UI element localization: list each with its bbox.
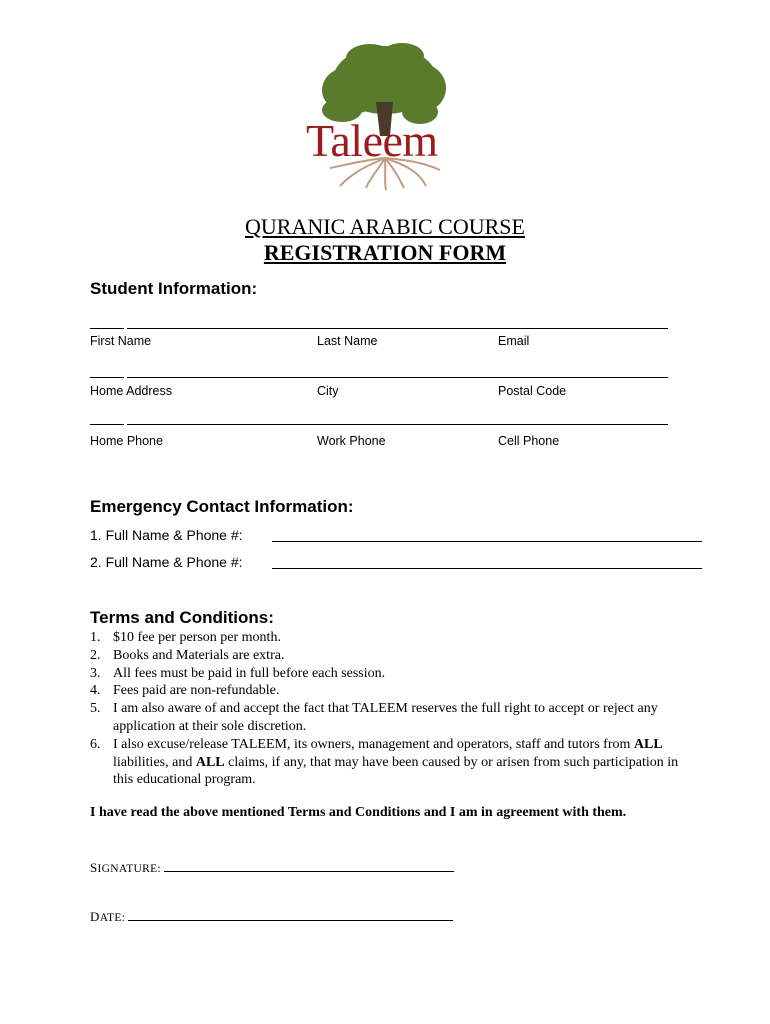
- term-item: [90, 736, 690, 789]
- terms-heading: Terms and Conditions:: [90, 608, 274, 627]
- course-title: QURANIC ARABIC COURSE: [245, 214, 525, 239]
- terms-list: [90, 629, 690, 789]
- term-text-pre: I also excuse/release TALEEM, its owners, management and operators, staff and tutors from: [113, 736, 634, 752]
- term-text: $10 fee per person per month.: [113, 630, 281, 645]
- email-label: Email: [498, 334, 530, 348]
- term-item: [90, 682, 690, 700]
- taleem-logo: [300, 40, 470, 192]
- emergency-contact-2-label: 2. Full Name & Phone #:: [90, 554, 243, 570]
- signature-label-initial: S: [90, 860, 98, 875]
- term-number: 6.: [90, 736, 101, 752]
- emergency-contact-2-field[interactable]: [272, 568, 702, 569]
- field-line[interactable]: [127, 328, 668, 329]
- term-item: [90, 647, 690, 665]
- term-number: 4.: [90, 683, 101, 699]
- field-line-short: [90, 328, 124, 329]
- term-emphasis: ALL: [633, 736, 663, 752]
- logo-wordmark: Taleem: [306, 115, 438, 166]
- term-item: [90, 665, 690, 683]
- emergency-contact-1-field[interactable]: [272, 541, 702, 542]
- last-name-label: Last Name: [317, 334, 378, 348]
- term-item: [90, 700, 690, 736]
- cell-phone-label: Cell Phone: [498, 434, 560, 448]
- field-line-short: [90, 424, 124, 425]
- term-number: 3.: [90, 665, 101, 681]
- signature-label: IGNATURE:: [97, 863, 161, 875]
- postal-code-label: Postal Code: [498, 384, 567, 398]
- city-label: City: [317, 384, 339, 398]
- term-number: 1.: [90, 630, 101, 645]
- term-emphasis: ALL: [195, 754, 225, 770]
- student-info-heading: Student Information:: [90, 279, 258, 298]
- term-text-mid: liabilities, and: [113, 754, 196, 770]
- date-label: ATE:: [99, 912, 126, 924]
- emergency-contact-1-label: 1. Full Name & Phone #:: [90, 527, 243, 543]
- emergency-contact-heading: Emergency Contact Information:: [90, 497, 354, 516]
- field-line[interactable]: [127, 424, 668, 425]
- term-number: 2.: [90, 647, 101, 663]
- term-text-post: claims, if any, that may have been caused by or arisen from such participation in this educational program.: [113, 754, 679, 788]
- first-name-label: First Name: [90, 334, 152, 348]
- home-phone-label: Home Phone: [90, 434, 163, 448]
- signature-row: [90, 860, 454, 876]
- term-text: Books and Materials are extra.: [113, 647, 285, 663]
- term-text: I am also aware of and accept the fact that TALEEM reserves the full right to accept or reject any application at their sole discretion.: [113, 701, 658, 734]
- agreement-statement: I have read the above mentioned Terms and Conditions and I am in agreement with them.: [90, 805, 627, 820]
- term-number: 5.: [90, 701, 101, 717]
- date-label-initial: D: [90, 909, 100, 924]
- form-title: REGISTRATION FORM: [263, 240, 507, 265]
- work-phone-label: Work Phone: [317, 434, 386, 448]
- term-item: [90, 629, 690, 647]
- date-field[interactable]: [128, 910, 453, 921]
- field-line[interactable]: [127, 377, 668, 378]
- signature-field[interactable]: [164, 861, 454, 872]
- term-text: All fees must be paid in full before each session.: [113, 665, 386, 681]
- term-text: Fees paid are non-refundable.: [113, 683, 280, 699]
- home-address-label: Home Address: [90, 384, 172, 398]
- field-line-short: [90, 377, 124, 378]
- date-row: [90, 909, 453, 925]
